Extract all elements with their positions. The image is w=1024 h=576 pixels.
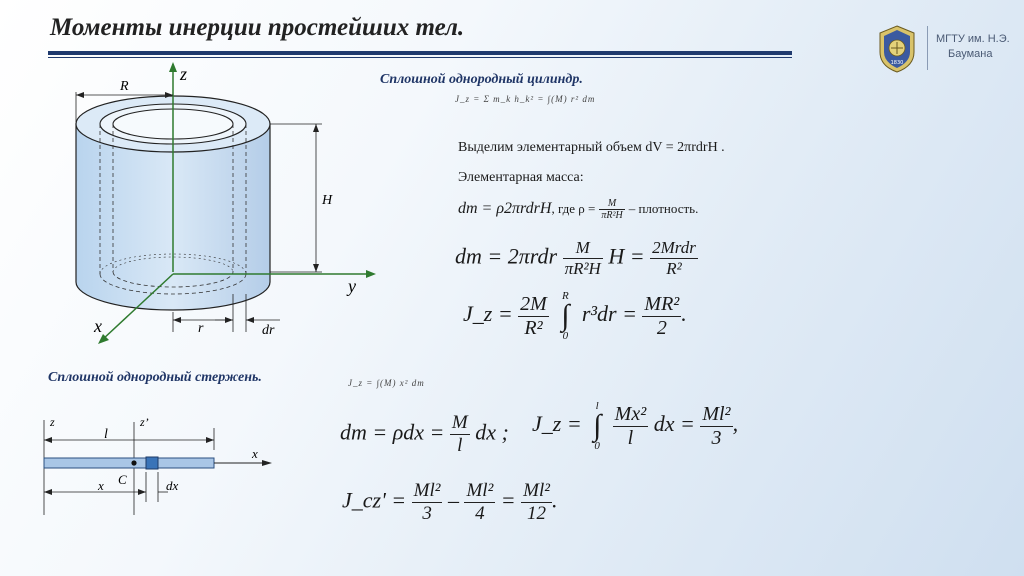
rod-label-length: l bbox=[104, 427, 108, 442]
rod-label-center: C bbox=[118, 472, 127, 487]
header-separator bbox=[927, 26, 928, 70]
rod-label-dx: dx bbox=[166, 478, 179, 493]
title-underline-thick bbox=[48, 51, 792, 55]
rod-heading: Сплошной однородный стержень. bbox=[48, 370, 262, 385]
emblem-year: 1830 bbox=[890, 60, 904, 66]
org-name-line2: Баумана bbox=[948, 48, 993, 60]
label-dr: dr bbox=[262, 323, 275, 338]
cylinder-heading: Сплошной однородный цилиндр. bbox=[380, 72, 583, 87]
eq-rod-jz: J_z = l ∫ 0 $\frac{\text{Mx²}}{l}$ dx = $\frac{\text{Ml²}}{3}$ , bbox=[532, 400, 739, 452]
university-emblem-icon bbox=[876, 24, 918, 74]
cylinder-moment-definition: J_z = Σ m_k h_k² = ∫(M) r² dm bbox=[455, 94, 596, 104]
rod-axis-label-x: x bbox=[252, 446, 258, 461]
rod-label-z-prime: z’ bbox=[140, 415, 149, 429]
rod-label-x: x bbox=[98, 478, 104, 493]
text-elementary-volume: Выделим элементарный объем dV = 2πrdrH . bbox=[458, 140, 725, 155]
axis-label-x: x bbox=[94, 316, 102, 336]
eq-dm-where: , где ρ = bbox=[551, 201, 596, 217]
eq-dm-tail: – плотность. bbox=[628, 201, 699, 217]
cylinder-diagram bbox=[60, 62, 390, 352]
text-elementary-mass: Элементарная масса: bbox=[458, 170, 584, 185]
label-radius-R: R bbox=[120, 79, 129, 94]
eq-dm-expanded: dm = 2πrdr $\frac{M}{\text{πR²H}}$ H = $\frac{\text{2Mrdr}}{\text{R²}}$ bbox=[455, 238, 696, 278]
rod-diagram bbox=[36, 410, 276, 520]
label-r: r bbox=[198, 321, 204, 336]
axis-label-z: z bbox=[180, 64, 188, 84]
rod-moment-definition: J_z = ∫(M) x² dm bbox=[348, 378, 425, 388]
eq-jz-cylinder: J_z = $\frac{2M}{\text{R²}}$ R ∫ 0 r³dr = $\frac{\text{MR²}}{2}$ . bbox=[463, 290, 687, 342]
eq-rho-fraction: $\frac{M}{\text{πR²H}}$ bbox=[601, 198, 623, 221]
eq-rod-jcz: J_cz' = $\frac{\text{Ml²}}{3}$ – $\frac{\text{Ml²}}{4}$ = $\frac{\text{Ml²}}{12}$ . bbox=[342, 480, 558, 524]
axis-label-y: y bbox=[348, 276, 356, 296]
eq-dm-left: dm = ρ2πrdrH bbox=[458, 200, 552, 218]
eq-rod-dm: dm = ρdx = $\frac{M}{l}$ dx ; bbox=[340, 412, 509, 456]
title-underline-thin bbox=[48, 57, 792, 58]
page-title: Моменты инерции простейших тел. bbox=[50, 14, 465, 41]
eq-dm-density bbox=[458, 198, 698, 221]
label-height-H: H bbox=[322, 193, 333, 208]
rod-label-z: z bbox=[50, 415, 55, 429]
org-name-line1: МГТУ им. Н.Э. bbox=[936, 33, 1010, 45]
